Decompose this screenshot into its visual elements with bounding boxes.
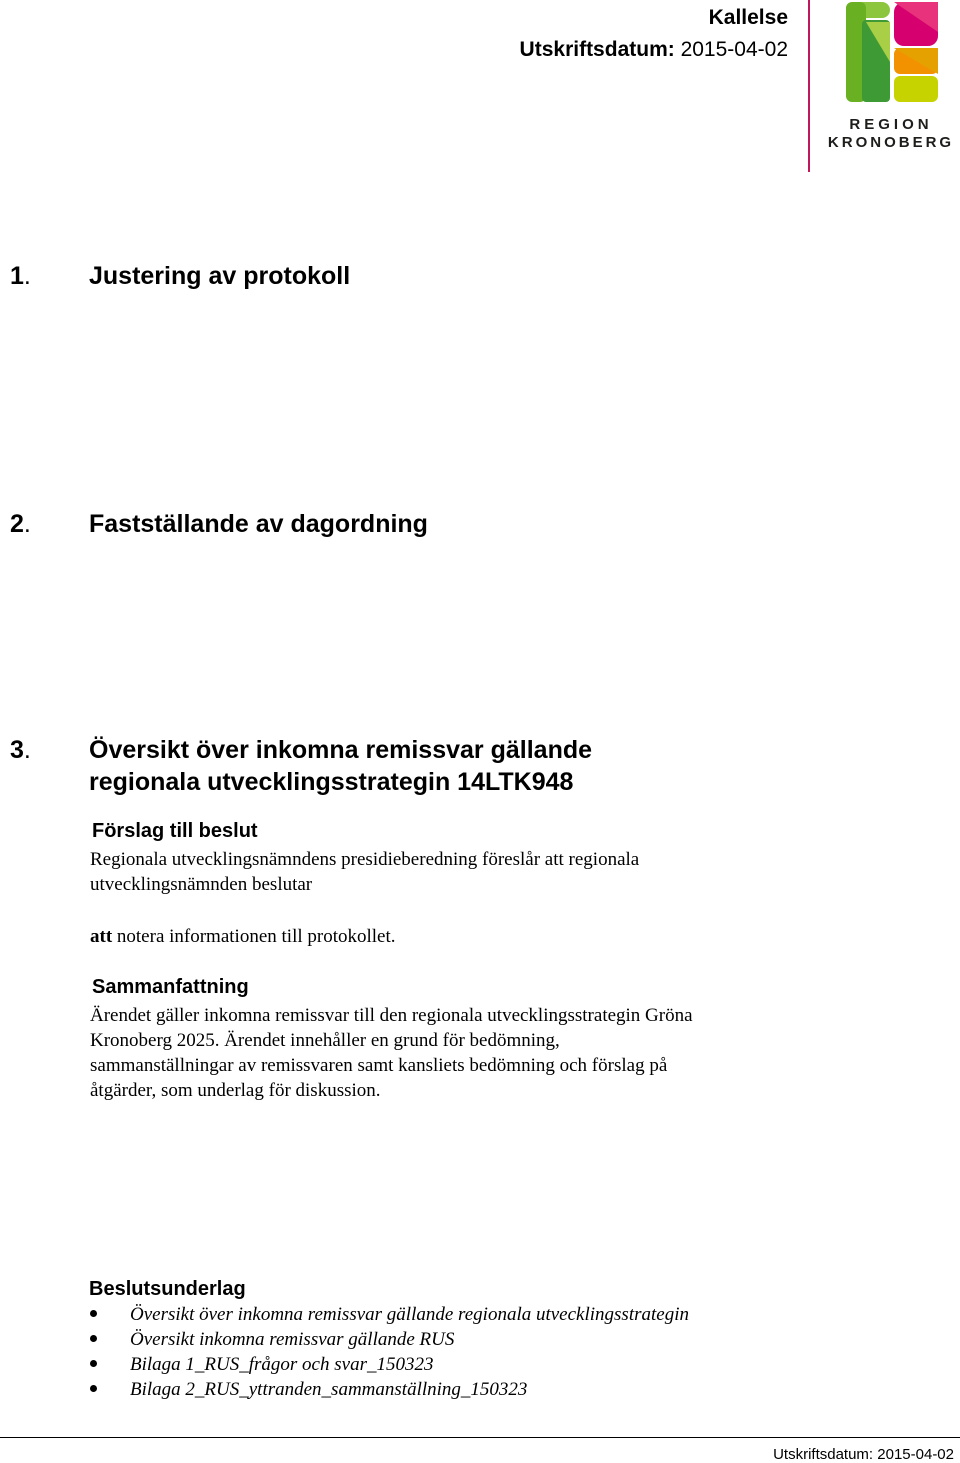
basis-list: [88, 1302, 788, 1402]
basis-item-1[interactable]: Översikt över inkomna remissvar gällande regionala utvecklingsstrategin: [88, 1302, 788, 1327]
print-date-value: 2015-04-02: [680, 38, 788, 61]
logo-text-kronoberg: KRONOBERG: [827, 134, 955, 151]
agenda-item-3-title-line-1: Översikt över inkomna remissvar gällande: [89, 736, 593, 764]
document-type: Kallelse: [708, 6, 788, 29]
summary-line-2: Kronoberg 2025. Ärendet innehåller en grund för bedömning,: [90, 1030, 560, 1051]
agenda-item-3-number: 3.: [10, 736, 31, 764]
bullet-icon: [90, 1310, 97, 1317]
basis-item-4[interactable]: Bilaga 2_RUS_yttranden_sammanställning_150323: [88, 1377, 788, 1402]
basis-item-3[interactable]: Bilaga 1_RUS_frågor och svar_150323: [88, 1352, 788, 1377]
basis-item-2[interactable]: Översikt inkomna remissvar gällande RUS: [88, 1327, 788, 1352]
proposal-line-2: utvecklingsnämnden beslutar: [90, 874, 313, 895]
footer-divider: [0, 1437, 960, 1438]
agenda-item-1-title: Justering av protokoll: [89, 262, 351, 290]
decision-att-line: [90, 924, 810, 949]
proposal-heading: Förslag till beslut: [92, 820, 258, 842]
print-date-header: [520, 38, 788, 62]
bullet-icon: [90, 1335, 97, 1342]
att-word: att: [90, 926, 113, 947]
agenda-item-2-title: Fastställande av dagordning: [89, 510, 428, 538]
bullet-icon: [90, 1360, 97, 1367]
agenda-item-1-number: 1.: [10, 262, 31, 290]
print-date-label: Utskriftsdatum:: [519, 38, 675, 61]
logo-text-region: REGION: [849, 116, 933, 133]
region-kronoberg-logo-icon: [846, 2, 938, 102]
summary-line-1: Ärendet gäller inkomna remissvar till den regionala utvecklingsstrategin Gröna: [90, 1005, 693, 1026]
summary-heading: Sammanfattning: [92, 976, 249, 998]
footer-print-date: Utskriftsdatum: 2015-04-02: [773, 1446, 954, 1463]
agenda-item-3-title-line-2: regionala utvecklingsstrategin 14LTK948: [89, 768, 574, 796]
summary-line-4: åtgärder, som underlag för diskussion.: [90, 1080, 381, 1101]
summary-line-3: sammanställningar av remissvaren samt kansliets bedömning och förslag på: [90, 1055, 668, 1076]
proposal-text: [90, 847, 810, 897]
agenda-item-2-number: 2.: [10, 510, 31, 538]
bullet-icon: [90, 1385, 97, 1392]
header-divider: [808, 0, 810, 172]
proposal-line-1: Regionala utvecklingsnämndens presidieberedning föreslår att regionala: [90, 849, 640, 870]
summary-text: [90, 1003, 810, 1103]
basis-heading: Beslutsunderlag: [89, 1278, 246, 1300]
att-text: notera informationen till protokollet.: [116, 926, 396, 947]
